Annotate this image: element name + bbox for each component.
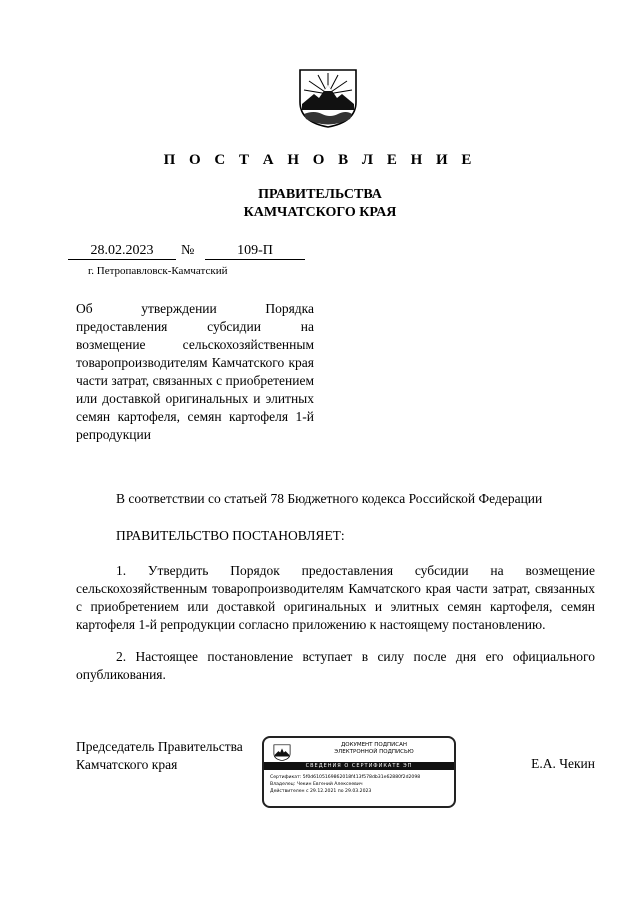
document-number: 109-П [205, 243, 305, 260]
stamp-certificate-bar: СВЕДЕНИЯ О СЕРТИФИКАТЕ ЭП [264, 762, 454, 770]
stamp-header-line-1: ДОКУМЕНТ ПОДПИСАН [340, 742, 408, 748]
stamp-emblem-icon [273, 743, 291, 761]
document-date: 28.02.2023 [68, 243, 176, 260]
electronic-signature-stamp [262, 736, 456, 808]
decree-item-2: 2. Настоящее постановление вступает в силу после дня его официального опубликования. [76, 649, 595, 682]
authority-line-2: КАМЧАТСКОГО КРАЯ [243, 205, 397, 220]
decree-item-1: 1. Утвердить Порядок предоставления субсидии на возмещение сельскохозяйственным товаропроизводителям Камчатского края части затрат, связанных с приобретением или доставкой оригинальных и элитных семян картофеля, семян картофеля 1-й репродукции согласно приложению к настоящему постановлению. [76, 563, 595, 632]
authority-line-1: ПРАВИТЕЛЬСТВА [258, 187, 382, 202]
signatory-title [76, 738, 243, 774]
stamp-owner: Владелец: Чекин Евгений Алексеевич [270, 782, 363, 787]
signatory-name: Е.А. Чекин [531, 756, 595, 771]
signatory-title-line-1: Председатель Правительства [76, 739, 243, 754]
document-type-title: П О С Т А Н О В Л Е Н И Е [163, 152, 477, 168]
legal-basis-paragraph: В соответствии со статьей 78 Бюджетного кодекса Российской Федерации [116, 491, 543, 506]
number-label: № [181, 243, 195, 258]
signatory-title-line-2: Камчатского края [76, 757, 178, 772]
issuing-authority [0, 186, 640, 222]
stamp-certificate-id: Сертификат: 5f0d6105169862018f413f578db31e62880f2d2098 [270, 775, 421, 780]
stamp-header [304, 742, 444, 756]
decree-statement: ПРАВИТЕЛЬСТВО ПОСТАНОВЛЯЕТ: [116, 528, 345, 543]
document-date-number [0, 243, 640, 263]
city-name: г. Петропавловск-Камчатский [88, 265, 228, 277]
stamp-header-line-2: ЭЛЕКТРОННОЙ ПОДПИСЬЮ [334, 749, 414, 755]
stamp-validity: Действителен с 29.12.2021 по 29.03.2023 [270, 789, 372, 794]
kamchatka-emblem-icon [296, 64, 360, 128]
document-subject: Об утверждении Порядка предоставления субсидии на возмещение сельскохозяйственным товаропроизводителям Камчатского края части затрат, связанных с приобретением или доставкой оригинальных и элитных семян картофеля, семян картофеля 1-й репродукции [76, 301, 314, 442]
